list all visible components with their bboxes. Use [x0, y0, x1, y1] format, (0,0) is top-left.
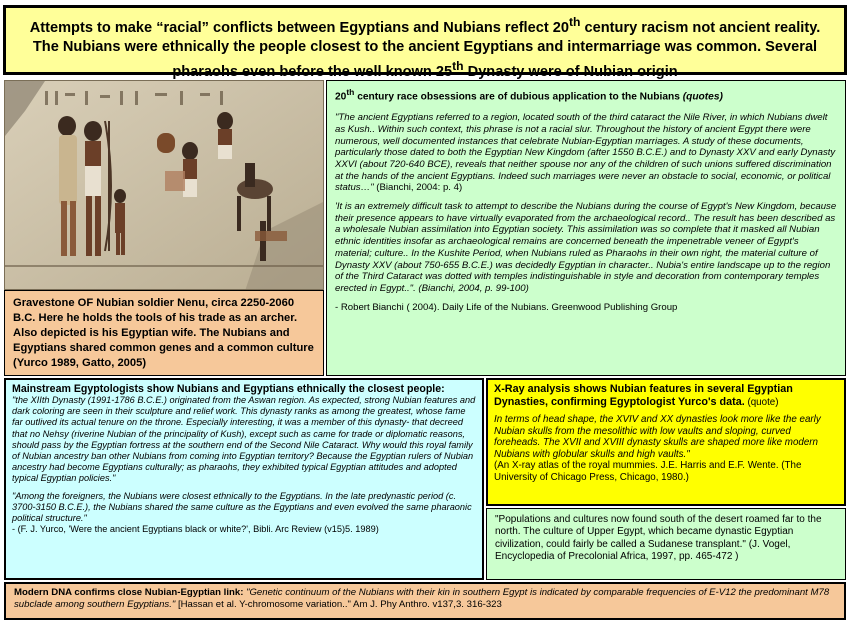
dna-heading: Modern DNA confirms close Nubian-Egyptian link: — [14, 587, 247, 598]
yurco-heading: Mainstream Egyptologists show Nubians and Egyptians ethnically the closest people: — [12, 383, 445, 395]
xray-quote: In terms of head shape, the XVIV and XX dynasties look more like the early Nubian skulls from the mesolithic with low vaults and sloping, curved foreheads. The XVII and XVIII dynasty skulls are shaped more like modern Nubians with globular skulls and high vaults." — [494, 414, 821, 460]
dna-cite: [Hassan et al. Y-chromosome variation.." Am J. Phy Anthro. v137,3. 316-323 — [175, 599, 502, 610]
yurco-quote-2 — [12, 491, 476, 536]
bianchi-cite-1: (Bianchi, 2004: p. 4) — [373, 182, 463, 194]
bianchi-quote-1-text: "The ancient Egyptians referred to a region, located south of the third cataract the Nile River, in which Nubians dwelt as Kush.. Within such context, this phrase is not a racial slur. Throughout the history of ancient Egypt there were numerous, well documented instances that celebrate Nubian-Egyptian marriages. A study of these documents, particularly those dated to both the Egyptian New Kingdom (after 1550 B.C.E.) and to Dynasty XXV and early Dynasty XXVI (about 720-640 BCE), reveals that neither spouse nor any of the children of such unions suffered discrimination at the hands of the ancient Egyptians. Indeed such marriages were never an obstacle to social, economic, or political status…" — [335, 112, 836, 194]
yurco-quote-2-text: "Among the foreigners, the Nubians were closest ethnically to the Egyptians. In the late predynastic period (c. 3700-3150 B.C.E.), the Nubians shared the same culture as the Egyptians and even evolved the same pharaonic political structure." — [12, 490, 472, 524]
xray-heading-line — [494, 383, 838, 409]
stele-caption-text: Gravestone OF Nubian soldier Nenu, circa 2250-2060 B.C. Here he holds the tools of his trade as an archer. Also depicted is his Egyptian wife. The Nubians and Egyptians shared common genes and a common culture (Yurco 1989, Gatto, 2005) — [13, 297, 314, 369]
yurco-quote-1: "the XIIth Dynasty (1991-1786 B.C.E.) originated from the Aswan region. As expected, strong Nubian features and dark coloring are seen in their sculpture and relief work. This dynasty ranks as among the greatest, whose fame far outlived its actual tenure on the throne. Especially interesting, it was a member of this dynasty- that decreed that no Nehsy (riverine Nubian of the principality of Kush), except such as came for trade or diplomatic reasons, should pass by the Egyptian fortress at the southern end of the Second Nile Cataract. Why would this royal family of Nubian ancestry ban other Nubians from coming into Egyptian territory? Because the Egyptian rulers of Nubian ancestry had become Egyptians culturally; as pharaohs, they exhibited typical Egyptian attitudes and adopted typical Egyptian policies." — [12, 395, 476, 484]
quotes-heading-sup: th — [346, 87, 355, 97]
title-text-3: Dynasty were of Nubian origin — [463, 63, 678, 80]
xray-heading: X-Ray analysis shows Nubian features in several Egyptian Dynasties, confirming Egyptologist Yurco's data. — [494, 383, 793, 408]
dna-panel — [4, 582, 846, 620]
title-banner — [3, 5, 847, 80]
vogel-text: "Populations and cultures now found south of the desert roamed far to the north. The culture of Upper Egypt, which became dynastic Egyptian civilization, could fairly be called a Sudanese transplant." (J. Vogel, Encyclopedia of Precolonial Africa, 1997, pp. 465-472 ) — [495, 514, 822, 562]
yurco-panel — [4, 378, 484, 580]
vogel-panel — [486, 508, 846, 580]
dna-quote: "Genetic continuum of the Nubians with their kin in southern Egypt is indicated by comparable frequencies of E-V12 the predominant M78 subclade among southern Egyptians." — [14, 587, 830, 610]
quotes-heading-b: century race obsessions are of dubious application to the Nubians — [354, 91, 683, 103]
xray-panel — [486, 378, 846, 506]
bianchi-quotes-heading — [335, 87, 837, 103]
xray-cite: (An X-ray atlas of the royal mummies. J.E. Harris and E.F. Wente. (The University of Chicago Press, Chicago, 1980.) — [494, 460, 802, 483]
stele-caption — [4, 290, 324, 376]
bianchi-source: - Robert Bianchi ( 2004). Daily Life of the Nubians. Greenwood Publishing Group — [335, 301, 678, 313]
bianchi-quote-2: 'It is an extremely difficult task to attempt to describe the Nubians during the course of Egypt's New Kingdom, because their presence appears to have virtually evaporated from the archaeological record.. The result has been described as a wholesale Nubian assimilation into Egyptian society. This assimilation was so complete that it masked all Nubian ethnic identities insofar as archaeological remains are concerned beneath the impenetrable veneer of Egypt's material; culture.. In the Kushite Period, when Nubians ruled as Pharaohs in their own right, the material culture of Dynasty XXV (about 750-655 B.C.E.) was decidedly Egyptian in character.. Nubia's entire landscape up to the region of the Third Cataract was dotted with temples indistinguishable in style and decoration from contemporary temples erected in Egypt..". (Bianchi, 2004, p. 99-100) — [335, 201, 837, 294]
title-sup-1: th — [569, 15, 581, 29]
bianchi-quotes-panel — [326, 80, 846, 376]
title-text-1: Attempts to make “racial” conflicts between Egyptians and Nubians reflect 20 — [29, 19, 569, 36]
nenu-stele-image — [4, 80, 324, 290]
title-sup-2: th — [452, 58, 464, 73]
quotes-heading-c: (quotes) — [682, 91, 723, 103]
quotes-heading-a: 20 — [335, 91, 347, 103]
yurco-cite: - (F. J. Yurco, 'Were the ancient Egyptians black or white?', Bibli. Arc Review (v15)5. 1989) — [12, 524, 379, 535]
xray-heading-tag: (quote) — [744, 397, 779, 408]
title-text-2: century racism not ancient reality. The Nubians were ethnically the people closest to the ancient Egyptians and intermarriage was common. Several pharaohs even before the well known 25 — [32, 19, 821, 80]
stele-relief-illustration — [5, 81, 324, 290]
bianchi-quote-1 — [335, 112, 837, 194]
